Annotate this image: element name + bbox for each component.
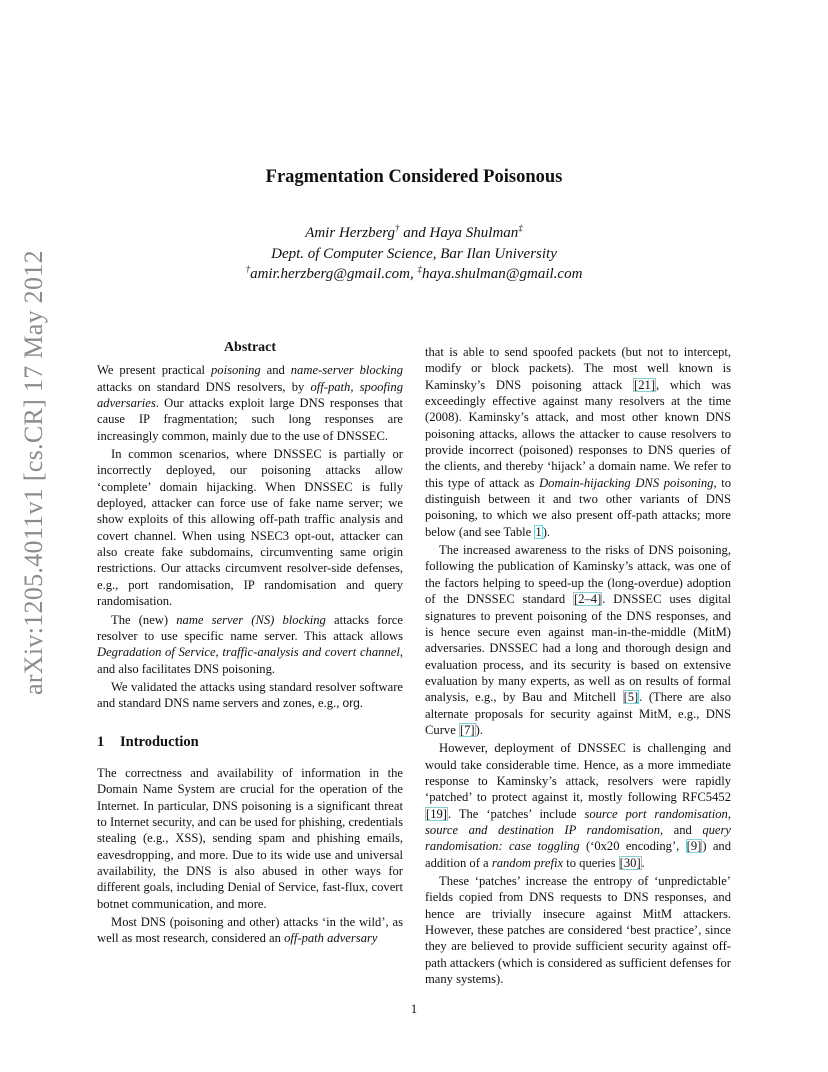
abstract-paragraph-1: We present practical poisoning and name-server blocking attacks on standard DNS resolvers, by off-path, spoofing adversaries. Our attacks exploit large DNS responses that cause IP fragmentation; such long responses are increasingly common, mainly due to the use of DNSSEC.: [97, 363, 404, 443]
email-1-mark: †: [245, 264, 251, 274]
intro-paragraph-1: The correctness and availability of information in the Domain Name System are crucial for the operation of the Internet. In particular, DNS poisoning is a significant threat to Internet security, and can be used for phishing, credentials stealing (e.g., XSS), sending spam and phishing emails, eavesdropping, and more. Due to its wide use and universal availability, the DNS is also abused in other ways for different goals, including Denial of Service, fast-flux, covert botnet communication, and more.: [97, 765, 403, 911]
paper-title: Fragmentation Considered Poisonous: [265, 167, 563, 187]
introduction-heading: [97, 734, 403, 750]
author-1-mark: †: [395, 223, 400, 233]
email-1[interactable]: amir.herzberg@gmail.com: [250, 266, 410, 282]
intro-paragraph-5: These ‘patches’ increase the entropy of ‘unpredictable’ fields copied from DNS requests to DNS responses, and hence are trivially insecure against MitM attackers. However, these patches are considered ‘best practice’, since they are believed to provide sufficient security against off-path attackers (which is considered as sufficient defenses for many systems).: [425, 874, 731, 987]
email-2-mark: ‡: [417, 264, 422, 274]
right-column: [425, 344, 731, 987]
citation-link[interactable]: [2–4]: [574, 592, 602, 607]
author-conjunction: and: [399, 225, 430, 241]
abstract-paragraph-4: We validated the attacks using standard resolver software and standard DNS name servers and zones, e.g., org.: [97, 679, 403, 711]
citation-link[interactable]: [21]: [634, 377, 656, 392]
intro-paragraph-3: The increased awareness to the risks of DNS poisoning, following the publication of Kaminsky’s attack, was one of the factors helping to speed-up the (long-overdue) adoption of the DNSSEC standard [2–4]. DNSSEC uses digital signatures to prevent poisoning of the DNS responses, and is hence secure even against man-in-the-middle (MitM) adversaries. DNSSEC had a long and thorough design and evaluation process, and its security is based on extensive evaluation by many experts, as well as on results of formal analysis, e.g., by Bau and Mitchell [5]. (There are also alternate proposals for security against MitM, e.g., DNS Curve [7]).: [425, 543, 731, 737]
citation-link[interactable]: [30]: [619, 855, 641, 870]
citation-link[interactable]: [19]: [426, 806, 447, 821]
author-names: [0, 223, 828, 244]
citation-link[interactable]: [7]: [459, 722, 475, 737]
left-column: [97, 340, 403, 947]
table-reference-link[interactable]: 1: [535, 524, 542, 539]
abstract-paragraph-3: The (new) name server (NS) blocking attacks force resolver to use specific name server. This attack allows Degradation of Service, traffic-analysis and covert channel, and also facilitates DNS poisoning.: [97, 612, 403, 676]
citation-link[interactable]: [9]: [686, 839, 702, 854]
author-emails: [0, 264, 828, 285]
section-number: 1: [97, 733, 105, 750]
arxiv-identifier-stamp: arXiv:1205.4011v1 [cs.CR] 17 May 2012: [19, 250, 48, 695]
intro-paragraph-2-cont: that is able to send spoofed packets (but not to intercept, modify or block packets). The most well known is Kaminsky’s DNS poisoning attack [21], which was exceedingly effective against many resolvers at the time (2008). Kaminsky’s attack, and most other known DNS poisoning attacks, allows the attacker to cause resolvers to provide incorrect (poisoned) responses to DNS queries of the clients, and thereby ‘hijack’ a domain name. We refer to this type of attack as Domain-hijacking DNS poisoning, to distinguish between it and two other variants of DNS poisoning, to which we also present off-path attacks; more below (and see Table 1).: [425, 345, 732, 539]
abstract-paragraph-2: In common scenarios, where DNSSEC is partially or incorrectly deployed, our poisoning attacks allow ‘complete’ domain hijacking. When DNSSEC is fully deployed, attacker can force use of fake name server; we show exploits of this allowing off-path traffic analysis and covert channel. When using NSEC3 opt-out, attacker can also create fake subdomains, circumventing same origin restrictions. Our attacks circumvent resolver-side defenses, e.g., port randomisation, IP randomisation and query randomisation.: [97, 447, 403, 609]
email-2[interactable]: haya.shulman@gmail.com: [421, 266, 583, 282]
author-1: Amir Herzberg: [305, 225, 396, 241]
author-2: Haya Shulman: [429, 225, 519, 241]
author-affiliation: Dept. of Computer Science, Bar Ilan University: [271, 245, 557, 262]
citation-link[interactable]: [5]: [623, 690, 639, 705]
org-domain: org: [342, 696, 360, 711]
intro-paragraph-4: However, deployment of DNSSEC is challenging and would take considerable time. Hence, as a more immediate response to Kaminsky’s attack, resolvers were rapidly ‘patched’ to protect against it, mostly following RFC5452 [19]. The ‘patches’ include source port randomisation, source and destination IP randomisation, and query randomisation: case toggling (‘0x20 encoding’, [9]) and addition of a random prefix to queries [30].: [425, 741, 732, 870]
email-separator: ,: [409, 266, 418, 282]
author-block: [0, 223, 828, 285]
page-number: 1: [410, 1002, 418, 1016]
section-title: Introduction: [120, 733, 199, 750]
author-2-mark: ‡: [518, 223, 523, 233]
intro-paragraph-2-start: Most DNS (poisoning and other) attacks ‘in the wild’, as well as most research, considered an off-path adversary: [97, 915, 403, 946]
abstract-heading: Abstract: [223, 340, 277, 355]
